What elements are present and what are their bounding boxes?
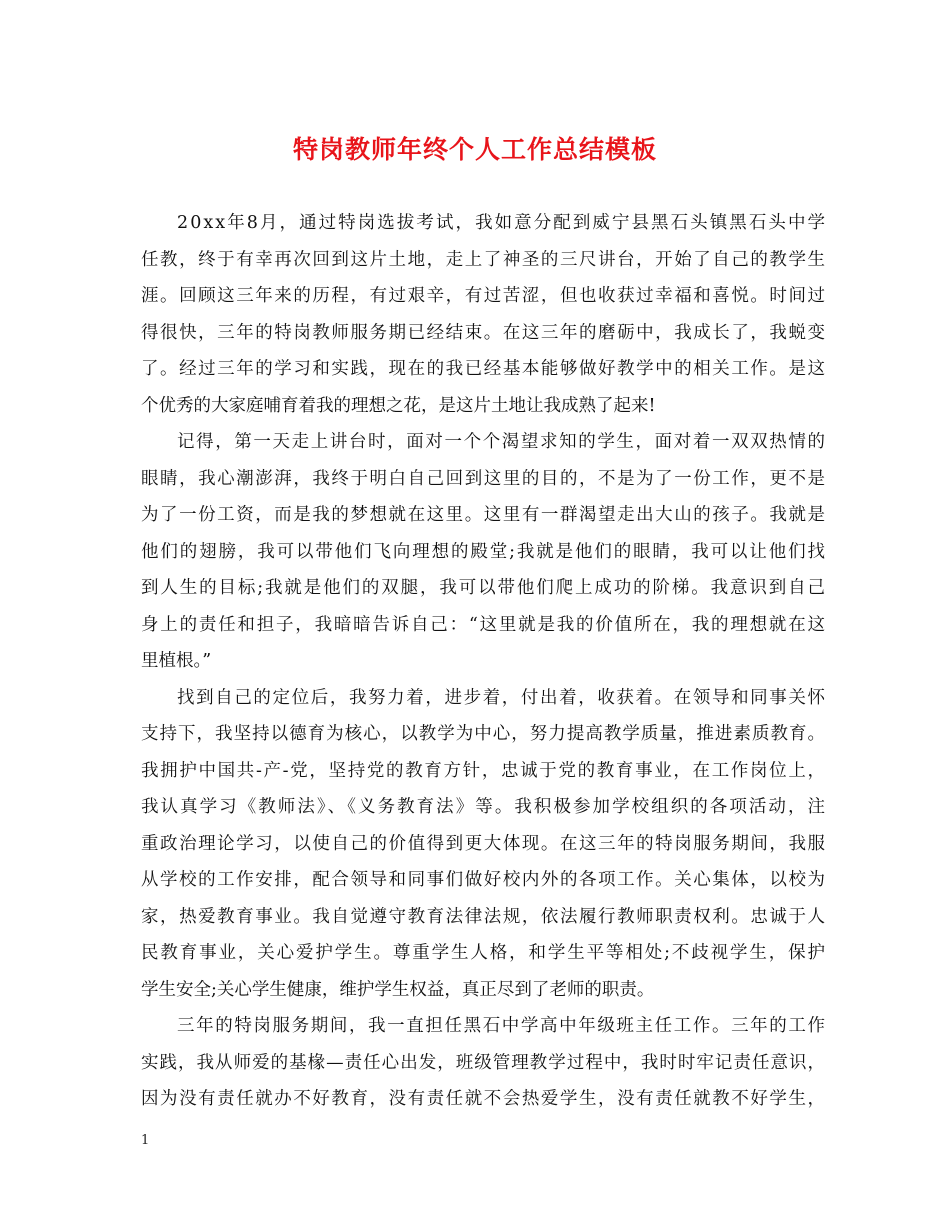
text-line: 他们的翅膀，我可以带他们飞向理想的殿堂;我就是他们的眼睛，我可以让他们找	[141, 541, 827, 562]
text-line: 记得，第一天走上讲台时，面对一个个渴望求知的学生，面对着一双双热情的	[177, 432, 827, 452]
text-line: 找到自己的定位后，我努力着，进步着，付出着，收获着。在领导和同事关怀	[177, 687, 827, 708]
text-line: 三年的特岗服务期间，我一直担任黑石中学高中年级班主任工作。三年的工作	[177, 1016, 827, 1036]
text-line: 到人生的目标;我就是他们的双腿，我可以带他们爬上成功的阶梯。我意识到自己	[141, 578, 827, 598]
text-line: 因为没有责任就办不好教育，没有责任就不会热爱学生，没有责任就教不好学生，	[141, 1089, 827, 1109]
text-line: 我拥护中国共-产-党，坚持党的教育方针，忠诚于党的教育事业，在工作岗位上，	[141, 760, 827, 781]
text-line: 20xx年8月，通过特岗选拔考试，我如意分配到威宁县黑石头镇黑石头中学	[177, 213, 828, 233]
text-line: 得很快，三年的特岗教师服务期已经结束。在这三年的磨砺中，我成长了，我蜕变	[141, 322, 827, 343]
page-number: 1	[141, 1133, 150, 1148]
text-line: 支持下，我坚持以德育为核心，以教学为中心，努力提高教学质量，推进素质教育。	[141, 724, 827, 744]
text-line: 了。经过三年的学习和实践，现在的我已经基本能够做好教学中的相关工作。是这	[141, 359, 827, 379]
text-line: 为了一份工资，而是我的梦想就在这里。这里有一群渴望走出大山的孩子。我就是	[141, 505, 827, 525]
text-line: 涯。回顾这三年来的历程，有过艰辛，有过苦涩，但也收获过幸福和喜悦。时间过	[141, 286, 827, 306]
text-line: 眼睛，我心潮澎湃，我终于明白自己回到这里的目的，不是为了一份工作，更不是	[141, 468, 827, 489]
text-line: 里植根。”	[141, 651, 212, 671]
text-line: 任教，终于有幸再次回到这片土地，走上了神圣的三尺讲台，开始了自己的教学生	[141, 249, 827, 270]
text-line: 个优秀的大家庭哺育着我的理想之花，是这片土地让我成熟了起来!	[141, 395, 656, 416]
text-line: 重政治理论学习，以使自己的价值得到更大体现。在这三年的特岗服务期间，我服	[141, 833, 827, 854]
page-title: 特岗教师年终个人工作总结模板	[292, 135, 657, 164]
text-line: 我认真学习《教师法》、《义务教育法》等。我积极参加学校组织的各项活动，注	[141, 797, 828, 817]
text-line: 身上的责任和担子，我暗暗告诉自己：“这里就是我的价值所在，我的理想就在这	[141, 614, 827, 635]
text-line: 家，热爱教育事业。我自觉遵守教育法律法规，依法履行教师职责权利。忠诚于人	[141, 906, 827, 927]
text-line: 民教育事业，关心爱护学生。尊重学生人格，和学生平等相处;不歧视学生，保护	[141, 943, 827, 963]
text-line: 从学校的工作安排，配合领导和同事们做好校内外的各项工作。关心集体，以校为	[141, 870, 827, 890]
text-line: 实践，我从师爱的基椽—责任心出发，班级管理教学过程中，我时时牢记责任意识，	[141, 1052, 827, 1073]
document-body	[141, 205, 828, 1118]
text-line: 学生安全;关心学生健康，维护学生权益，真正尽到了老师的职责。	[141, 979, 655, 1000]
